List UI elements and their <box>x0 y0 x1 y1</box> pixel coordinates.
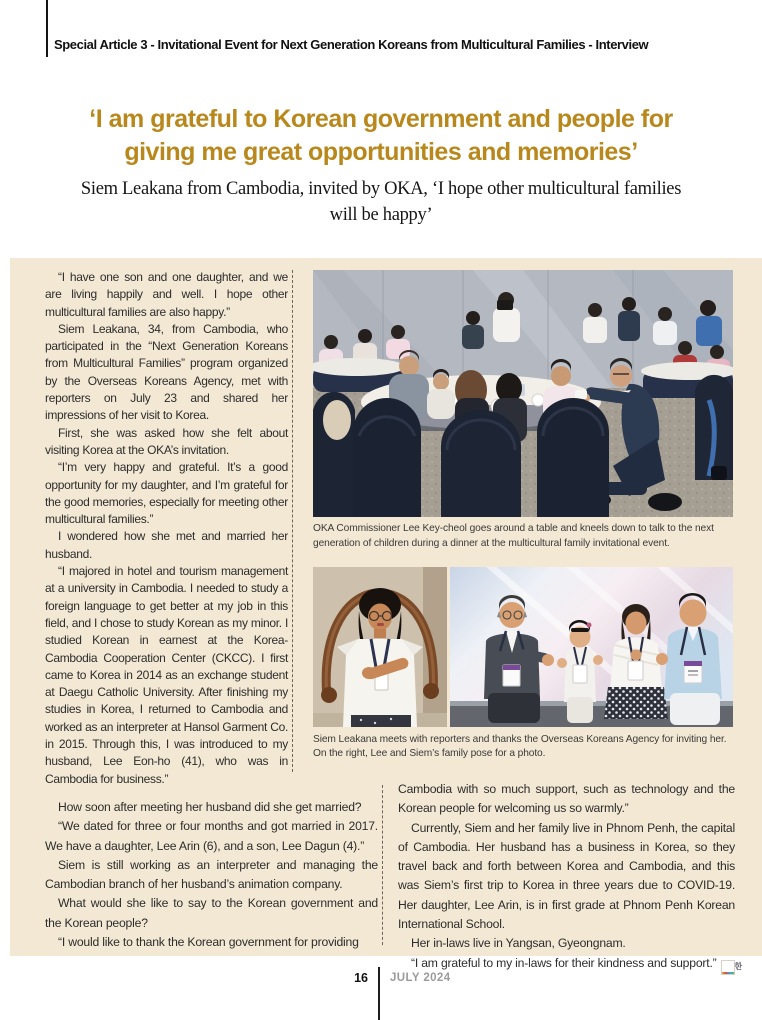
article-paragraph: Her in-laws live in Yangsan, Gyeongnam. <box>411 936 626 951</box>
article-paragraph: First, she was asked how she felt about visiting Korea at the OKA’s invitation. <box>45 425 288 457</box>
photo-banquet-dinner <box>313 270 733 517</box>
column-qa <box>45 798 378 952</box>
headline-line-2: giving me great opportunities and memories’ <box>124 138 638 166</box>
article-subhead <box>0 176 762 228</box>
column-divider-bottom <box>382 785 383 945</box>
column-divider-top <box>292 270 293 772</box>
photo-row <box>313 567 733 727</box>
article-paragraph: What would she like to say to the Korean government and the Korean people? <box>45 896 378 930</box>
article-kicker: Special Article 3 - Invitational Event for Next Generation Koreans from Multicultural Families - Interview <box>54 37 649 52</box>
article-paragraph: Cambodia with so much support, such as technology and the Korean people for welcoming us so warmly.” <box>398 782 735 816</box>
article-end-mark-icon: 한 <box>721 960 735 975</box>
article-paragraph: Siem is still working as an interpreter and managing the Cambodian branch of her husband’s animation company. <box>45 857 378 892</box>
article-paragraph: “I majored in hotel and tourism management at a university in Cambodia. I needed to study a foreign language to get better at my job in this field, and I chose to study Korean as my minor. I studied Korean in earnest at the Korea-Cambodia Cooperation Center (CKCC). I first came to Korea in 2014 as an exchange student at Daegu Catholic University. After finishing my studies in Korea, I returned to Cambodia and worked as an interpreter at Hansol Garment Co. in 2015. Through this, I was introduced to my husband, Lee Eon-ho (41), who was in Cambodia for business.” <box>45 564 288 786</box>
photo-column <box>313 270 733 762</box>
article-paragraph: “I would like to thank the Korean government for providing <box>58 935 359 950</box>
photo-family-pose <box>450 567 733 727</box>
article-paragraph: “I have one son and one daughter, and we are living happily and well. I hope other multicultural families are also happy.” <box>45 270 288 319</box>
article-paragraph: “I am grateful to my in-laws for their kindness and support.” 한 <box>398 954 735 975</box>
article-paragraph: How soon after meeting her husband did she get married? <box>58 800 362 814</box>
photo-siem-interview <box>313 567 447 727</box>
article-headline <box>0 103 762 169</box>
footer-rule <box>378 967 380 1020</box>
article-paragraph: “We dated for three or four months and got married in 2017. We have a daughter, Lee Arin (6), and a son, Lee Dagun (4).” <box>45 819 378 853</box>
article-body-panel <box>10 258 762 971</box>
headline-line-1: ‘I am grateful to Korean government and people for <box>89 105 673 133</box>
article-paragraph: I wondered how she met and married her husband. <box>45 529 288 561</box>
article-paragraph: Currently, Siem and her family live in Phnom Penh, the capital of Cambodia. Her husband has a business in Korea, so they travel back and forth between Korea and Cambodia, and this was Siem’s first trip to Korea in three years due to COVID-19. Her daughter, Lee Arin, is in first grade at Phnom Penh Korean International School. <box>398 820 735 932</box>
page-number: 16 <box>354 971 368 985</box>
article-paragraph: Siem Leakana, 34, from Cambodia, who participated in the “Next Generation Koreans from Multicultural Families” program organized by the Overseas Koreans Agency, met with reporters on July 23 and shared her impressions of her visit to Korea. <box>45 321 288 423</box>
article-paragraph: “I’m very happy and grateful. It’s a good opportunity for my daughter, and I’m grateful for the good memories, especially for meeting other multicultural families.” <box>45 460 288 527</box>
header-rule <box>46 0 48 57</box>
issue-label: JULY 2024 <box>390 972 451 984</box>
photo-caption-banquet: OKA Commissioner Lee Key-cheol goes around a table and kneels down to talk to the next generation of children during a dinner at the multicultural family invitational event. <box>313 523 714 549</box>
photo-caption-interview: Siem Leakana meets with reporters and thanks the Overseas Koreans Agency for inviting her. On the right, Lee and Siem’s family pose for a photo. <box>313 733 727 760</box>
column-intro <box>45 269 288 788</box>
subhead-line-1: Siem Leakana from Cambodia, invited by OKA, ‘I hope other multicultural families <box>80 179 682 199</box>
subhead-line-2: will be happy’ <box>329 205 433 225</box>
column-closing <box>398 780 743 975</box>
